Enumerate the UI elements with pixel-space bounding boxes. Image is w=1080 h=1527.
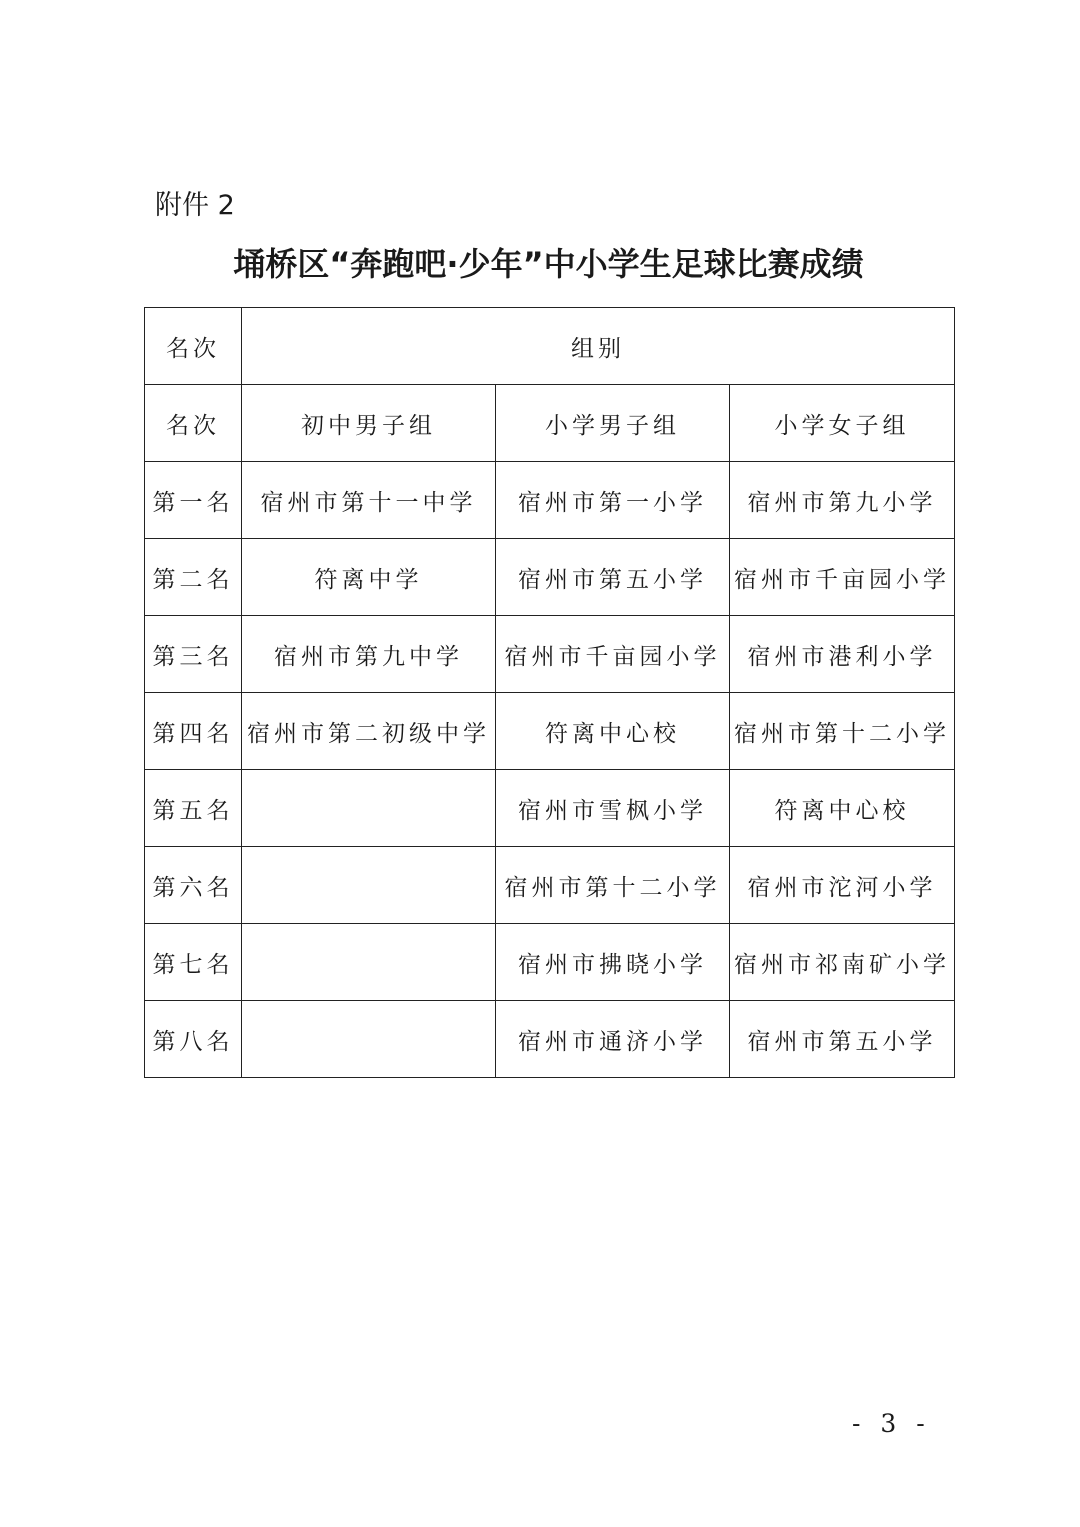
school-cell: 宿州市港利小学: [730, 616, 955, 693]
document-title: 埇桥区“奔跑吧·少年”中小学生足球比赛成绩: [233, 245, 864, 283]
school-cell: 宿州市雪枫小学: [496, 770, 730, 847]
rank-cell: 第六名: [145, 847, 242, 924]
school-cell: 宿州市千亩园小学: [730, 539, 955, 616]
school-cell: 宿州市通济小学: [496, 1001, 730, 1078]
school-cell: [242, 1001, 496, 1078]
school-cell: 宿州市第一小学: [496, 462, 730, 539]
school-cell: 宿州市第九小学: [730, 462, 955, 539]
school-cell: 宿州市第二初级中学: [242, 693, 496, 770]
rank-cell: 第五名: [145, 770, 242, 847]
rank-cell: 第三名: [145, 616, 242, 693]
school-cell: 宿州市拂晓小学: [496, 924, 730, 1001]
rank-cell: 第四名: [145, 693, 242, 770]
school-cell: 宿州市千亩园小学: [496, 616, 730, 693]
school-cell: 宿州市沱河小学: [730, 847, 955, 924]
school-cell: 宿州市第十二小学: [730, 693, 955, 770]
school-cell: [242, 924, 496, 1001]
school-cell: [242, 770, 496, 847]
results-table: [144, 307, 955, 1078]
subheader-primary-girls-cell: 小学女子组: [730, 385, 955, 462]
subheader-primary-boys-cell: 小学男子组: [496, 385, 730, 462]
table-row: [145, 462, 955, 539]
table-row: [145, 847, 955, 924]
school-cell: 宿州市第九中学: [242, 616, 496, 693]
school-cell: [242, 847, 496, 924]
subheader-rank-cell: 名次: [145, 385, 242, 462]
school-cell: 宿州市祁南矿小学: [730, 924, 955, 1001]
table-row: [145, 539, 955, 616]
rank-cell: 第八名: [145, 1001, 242, 1078]
header-group-cell: 组别: [242, 308, 955, 385]
rank-cell: 第七名: [145, 924, 242, 1001]
table-row: [145, 693, 955, 770]
school-cell: 宿州市第十二小学: [496, 847, 730, 924]
school-cell: 符离中心校: [730, 770, 955, 847]
attachment-label: 附件 2: [155, 190, 235, 221]
table-row: [145, 770, 955, 847]
subheader-junior-boys-cell: 初中男子组: [242, 385, 496, 462]
table-row: [145, 616, 955, 693]
rank-cell: 第一名: [145, 462, 242, 539]
school-cell: 宿州市第五小学: [496, 539, 730, 616]
rank-cell: 第二名: [145, 539, 242, 616]
page-number: - 3 -: [852, 1409, 931, 1438]
header-rank-cell: 名次: [145, 308, 242, 385]
table-row: [145, 924, 955, 1001]
table-header-row: [145, 308, 955, 385]
school-cell: 宿州市第十一中学: [242, 462, 496, 539]
school-cell: 宿州市第五小学: [730, 1001, 955, 1078]
school-cell: 符离中心校: [496, 693, 730, 770]
table-row: [145, 1001, 955, 1078]
table-subheader-row: [145, 385, 955, 462]
school-cell: 符离中学: [242, 539, 496, 616]
